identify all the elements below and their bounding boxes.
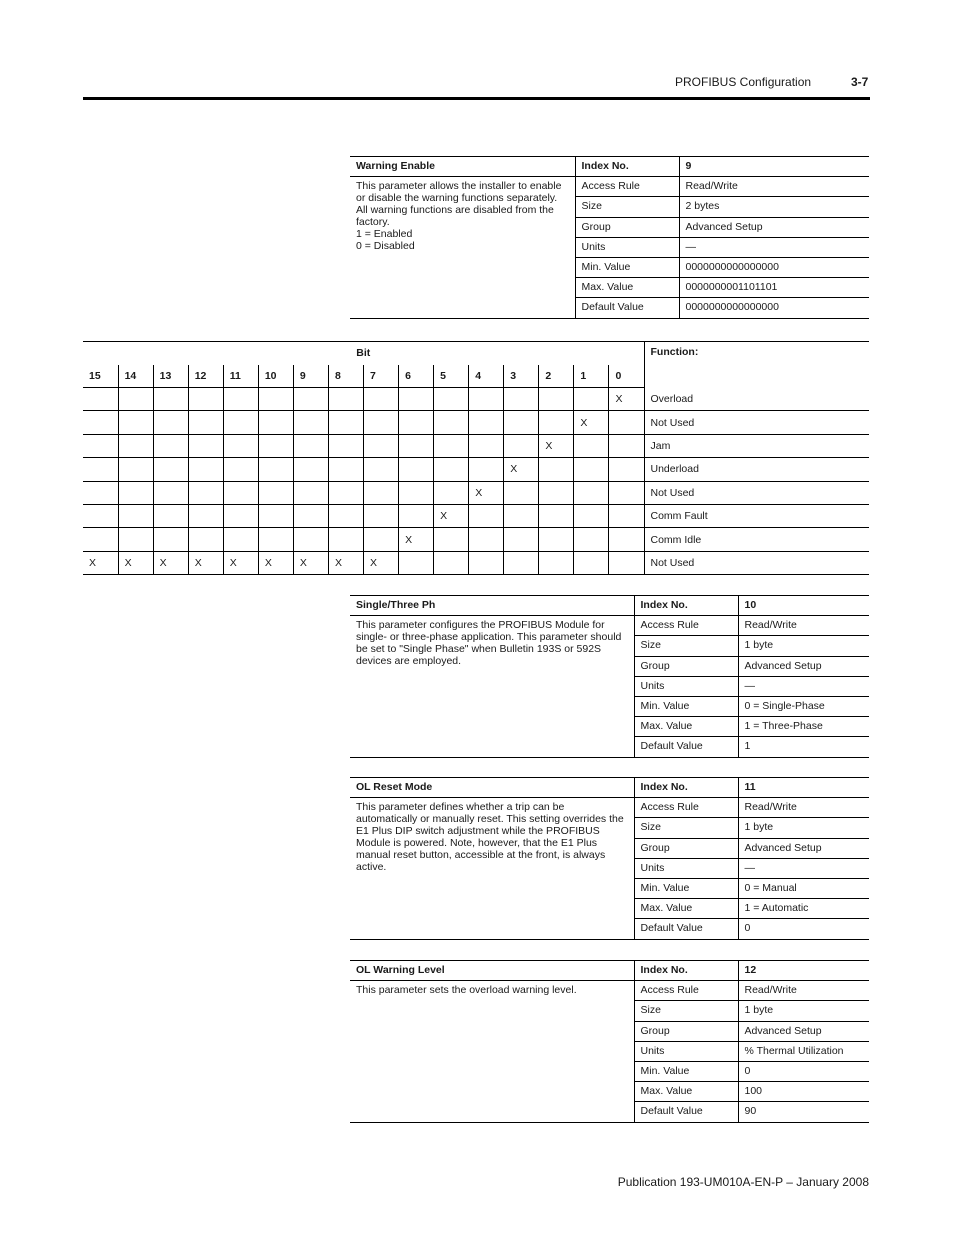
bit-cell: [574, 388, 609, 411]
property-key: Units: [575, 237, 679, 257]
bit-number: 13: [153, 365, 188, 388]
index-label: Index No.: [634, 596, 738, 616]
bit-function-table: [83, 341, 869, 575]
property-key: Access Rule: [634, 798, 738, 818]
bit-cell: [434, 458, 469, 481]
property-key: Size: [634, 1001, 738, 1021]
property-key: Max. Value: [575, 278, 679, 298]
index-number: 12: [738, 961, 869, 981]
bit-cell: [504, 411, 539, 434]
bit-number: 12: [188, 365, 223, 388]
param-name: Single/Three Ph: [350, 596, 634, 616]
bit-cell: [293, 504, 328, 527]
bit-cell: [434, 434, 469, 457]
bit-cell: [293, 388, 328, 411]
header-rule: [83, 97, 870, 100]
bit-cell: [574, 434, 609, 457]
bit-cell: [364, 388, 399, 411]
bit-cell: [504, 551, 539, 574]
bit-cell: [328, 481, 363, 504]
running-header-section: PROFIBUS Configuration: [675, 75, 812, 89]
bit-cell: [364, 411, 399, 434]
bit-cell: [83, 388, 118, 411]
property-key: Access Rule: [575, 177, 679, 197]
property-value: Read/Write: [738, 981, 869, 1001]
param-property-row: [350, 798, 869, 818]
bit-cell: [609, 481, 644, 504]
bit-cell: [83, 411, 118, 434]
function-caption: Function:: [644, 342, 869, 388]
bit-cell: [258, 504, 293, 527]
bit-cell: [609, 458, 644, 481]
param-header-row: [350, 157, 869, 177]
bit-cell: [434, 551, 469, 574]
bit-row: [83, 481, 869, 504]
property-key: Group: [634, 1021, 738, 1041]
bit-cell: [364, 481, 399, 504]
param-name: OL Reset Mode: [350, 778, 634, 798]
bit-row: [83, 551, 869, 574]
property-key: Group: [634, 656, 738, 676]
bit-cell: [188, 481, 223, 504]
bit-cell: [399, 481, 434, 504]
bit-function: Not Used: [644, 551, 869, 574]
bit-cell: [118, 388, 153, 411]
param-header-row: [350, 961, 869, 981]
bit-mark: X: [539, 434, 574, 457]
bit-cell: [609, 528, 644, 551]
param-table-ol-reset-mode: [350, 777, 869, 940]
bit-function: Not Used: [644, 411, 869, 434]
property-value: 0 = Single-Phase: [738, 696, 869, 716]
bit-function: Underload: [644, 458, 869, 481]
property-key: Size: [575, 197, 679, 217]
bit-number: 0: [609, 365, 644, 388]
bit-mark: X: [83, 551, 118, 574]
bit-mark: X: [328, 551, 363, 574]
bit-cell: [328, 458, 363, 481]
bit-row: [83, 504, 869, 527]
property-key: Default Value: [575, 298, 679, 318]
bit-cell: [258, 481, 293, 504]
bit-cell: [469, 458, 504, 481]
property-value: Read/Write: [679, 177, 869, 197]
bit-cell: [153, 388, 188, 411]
bit-number: 5: [434, 365, 469, 388]
property-key: Units: [634, 1041, 738, 1061]
bit-number: 10: [258, 365, 293, 388]
bit-cell: [609, 434, 644, 457]
bit-cell: [539, 504, 574, 527]
bit-cell: [153, 458, 188, 481]
bit-cell: [434, 388, 469, 411]
bit-cell: [188, 504, 223, 527]
bit-cell: [258, 434, 293, 457]
bit-number: 7: [364, 365, 399, 388]
param-name: Warning Enable: [350, 157, 575, 177]
bit-cell: [223, 528, 258, 551]
property-value: 0: [738, 919, 869, 939]
property-key: Units: [634, 676, 738, 696]
bit-cell: [188, 528, 223, 551]
bit-function: Overload: [644, 388, 869, 411]
property-value: 1 byte: [738, 1001, 869, 1021]
bit-cell: [469, 528, 504, 551]
bit-number: 14: [118, 365, 153, 388]
bit-cell: [153, 434, 188, 457]
param-property-row: [350, 981, 869, 1001]
property-key: Units: [634, 858, 738, 878]
property-value: —: [738, 676, 869, 696]
bit-mark: X: [609, 388, 644, 411]
property-value: 0 = Manual: [738, 878, 869, 898]
bit-cell: [83, 481, 118, 504]
bit-cell: [258, 528, 293, 551]
bit-cell: [364, 528, 399, 551]
bit-number: 1: [574, 365, 609, 388]
property-value: 1 = Automatic: [738, 899, 869, 919]
bit-cell: [399, 434, 434, 457]
bit-cell: [118, 528, 153, 551]
property-value: Advanced Setup: [679, 217, 869, 237]
index-number: 9: [679, 157, 869, 177]
bit-cell: [118, 434, 153, 457]
bit-number: 8: [328, 365, 363, 388]
bit-mark: X: [118, 551, 153, 574]
bit-cell: [399, 551, 434, 574]
bit-number: 2: [539, 365, 574, 388]
bit-cell: [328, 434, 363, 457]
bit-cell: [188, 434, 223, 457]
index-label: Index No.: [634, 778, 738, 798]
property-value: 0000000000000000: [679, 257, 869, 277]
bit-cell: [258, 458, 293, 481]
bit-cell: [223, 388, 258, 411]
bit-cell: [83, 458, 118, 481]
index-label: Index No.: [575, 157, 679, 177]
property-value: 100: [738, 1082, 869, 1102]
bit-number: 11: [223, 365, 258, 388]
bit-row: [83, 434, 869, 457]
param-description: This parameter allows the installer to enable or disable the warning functions separately. All warning functions are disabled from the factory. 1 = Enabled 0 = Disabled: [350, 177, 575, 318]
bit-function: Jam: [644, 434, 869, 457]
bit-cell: [118, 504, 153, 527]
property-value: 1 = Three-Phase: [738, 717, 869, 737]
bit-cell: [153, 411, 188, 434]
bit-cell: [399, 411, 434, 434]
bit-cell: [293, 528, 328, 551]
bit-mark: X: [153, 551, 188, 574]
bit-cell: [539, 551, 574, 574]
bit-cell: [504, 504, 539, 527]
bit-cell: [83, 504, 118, 527]
bit-cell: [223, 458, 258, 481]
bit-cell: [118, 411, 153, 434]
bit-mark: X: [223, 551, 258, 574]
bit-cell: [574, 481, 609, 504]
bit-cell: [364, 458, 399, 481]
bit-cell: [609, 411, 644, 434]
bit-cell: [118, 481, 153, 504]
bit-mark: X: [258, 551, 293, 574]
bit-cell: [504, 528, 539, 551]
property-value: 1 byte: [738, 636, 869, 656]
param-table-ol-warning-level: [350, 960, 869, 1123]
bit-cell: [469, 551, 504, 574]
index-number: 11: [738, 778, 869, 798]
bit-function: Comm Idle: [644, 528, 869, 551]
bit-cell: [504, 434, 539, 457]
bit-cell: [328, 528, 363, 551]
property-value: 1: [738, 737, 869, 757]
bit-number: 9: [293, 365, 328, 388]
bit-cell: [539, 458, 574, 481]
bit-cell: [434, 528, 469, 551]
bit-cell: [399, 388, 434, 411]
bit-cell: [83, 434, 118, 457]
bit-mark: X: [188, 551, 223, 574]
bit-mark: X: [399, 528, 434, 551]
bit-row: [83, 528, 869, 551]
property-key: Max. Value: [634, 1082, 738, 1102]
bit-mark: X: [434, 504, 469, 527]
bit-cell: [223, 481, 258, 504]
bit-cell: [539, 388, 574, 411]
bit-cell: [574, 551, 609, 574]
property-value: 1 byte: [738, 818, 869, 838]
property-key: Min. Value: [575, 257, 679, 277]
bit-cell: [539, 528, 574, 551]
bit-cell: [574, 528, 609, 551]
property-value: 0000000000000000: [679, 298, 869, 318]
param-name: OL Warning Level: [350, 961, 634, 981]
bit-row: [83, 458, 869, 481]
property-value: Read/Write: [738, 798, 869, 818]
bit-cell: [469, 504, 504, 527]
bit-number: 15: [83, 365, 118, 388]
bit-cell: [399, 504, 434, 527]
bit-mark: X: [504, 458, 539, 481]
bit-cell: [609, 504, 644, 527]
bit-cell: [609, 551, 644, 574]
bit-mark: X: [469, 481, 504, 504]
property-key: Min. Value: [634, 696, 738, 716]
bit-number: 4: [469, 365, 504, 388]
bit-cell: [258, 388, 293, 411]
bit-cell: [293, 481, 328, 504]
bit-cell: [469, 411, 504, 434]
property-value: 90: [738, 1102, 869, 1122]
bit-cell: [504, 388, 539, 411]
bit-cell: [328, 411, 363, 434]
param-table-warning-enable: [350, 156, 869, 319]
property-value: —: [738, 858, 869, 878]
bit-cell: [293, 434, 328, 457]
bit-number: 3: [504, 365, 539, 388]
property-key: Default Value: [634, 919, 738, 939]
property-key: Access Rule: [634, 981, 738, 1001]
bit-cell: [223, 504, 258, 527]
bit-cell: [399, 458, 434, 481]
bit-function: Comm Fault: [644, 504, 869, 527]
property-key: Min. Value: [634, 878, 738, 898]
param-header-row: [350, 778, 869, 798]
param-table-single-three-ph: [350, 595, 869, 758]
bit-cell: [153, 528, 188, 551]
bit-cell: [328, 504, 363, 527]
bit-mark: X: [293, 551, 328, 574]
index-number: 10: [738, 596, 869, 616]
param-description: This parameter sets the overload warning level.: [350, 981, 634, 1122]
property-key: Size: [634, 636, 738, 656]
param-description: This parameter configures the PROFIBUS Module for single- or three-phase application. This parameter should be set to "Single Phase" when Bulletin 193S or 592S devices are employed.: [350, 616, 634, 757]
bit-cell: [434, 411, 469, 434]
bit-cell: [539, 411, 574, 434]
property-key: Access Rule: [634, 616, 738, 636]
bit-cell: [153, 481, 188, 504]
bit-cell: [434, 481, 469, 504]
bit-cell: [504, 481, 539, 504]
bit-mark: X: [574, 411, 609, 434]
bit-mark: X: [364, 551, 399, 574]
bit-cell: [364, 434, 399, 457]
property-value: —: [679, 237, 869, 257]
param-property-row: [350, 177, 869, 197]
bit-cell: [153, 504, 188, 527]
bit-function: Not Used: [644, 481, 869, 504]
property-value: 0000000001101101: [679, 278, 869, 298]
property-value: Read/Write: [738, 616, 869, 636]
bit-caption-row: [83, 342, 869, 365]
property-key: Size: [634, 818, 738, 838]
property-key: Group: [575, 217, 679, 237]
bit-cell: [223, 434, 258, 457]
bit-cell: [328, 388, 363, 411]
bit-number: 6: [399, 365, 434, 388]
property-key: Max. Value: [634, 899, 738, 919]
bit-cell: [364, 504, 399, 527]
property-value: % Thermal Utilization: [738, 1041, 869, 1061]
bit-cell: [223, 411, 258, 434]
bit-caption: Bit: [83, 342, 644, 365]
bit-row: [83, 388, 869, 411]
bit-cell: [83, 528, 118, 551]
page-number: 3-7: [851, 75, 869, 89]
param-header-row: [350, 596, 869, 616]
property-value: Advanced Setup: [738, 656, 869, 676]
property-key: Group: [634, 838, 738, 858]
bit-cell: [188, 458, 223, 481]
property-value: 2 bytes: [679, 197, 869, 217]
bit-cell: [118, 458, 153, 481]
bit-cell: [293, 411, 328, 434]
property-value: Advanced Setup: [738, 1021, 869, 1041]
bit-cell: [469, 434, 504, 457]
property-key: Default Value: [634, 737, 738, 757]
property-key: Default Value: [634, 1102, 738, 1122]
property-value: 0: [738, 1061, 869, 1081]
property-key: Min. Value: [634, 1061, 738, 1081]
property-key: Max. Value: [634, 717, 738, 737]
bit-cell: [574, 458, 609, 481]
bit-cell: [258, 411, 293, 434]
param-property-row: [350, 616, 869, 636]
publication-footer: Publication 193-UM010A-EN-P – January 2008: [617, 1175, 869, 1189]
bit-row: [83, 411, 869, 434]
param-description: This parameter defines whether a trip can be automatically or manually reset. This setting overrides the E1 Plus DIP switch adjustment while the PROFIBUS Module is powered. Note, however, that the E1 Plus manual reset button, accessible at the front, is always active.: [350, 798, 634, 939]
bit-cell: [539, 481, 574, 504]
bit-cell: [188, 388, 223, 411]
bit-cell: [188, 411, 223, 434]
index-label: Index No.: [634, 961, 738, 981]
property-value: Advanced Setup: [738, 838, 869, 858]
bit-cell: [574, 504, 609, 527]
bit-cell: [469, 388, 504, 411]
bit-cell: [293, 458, 328, 481]
